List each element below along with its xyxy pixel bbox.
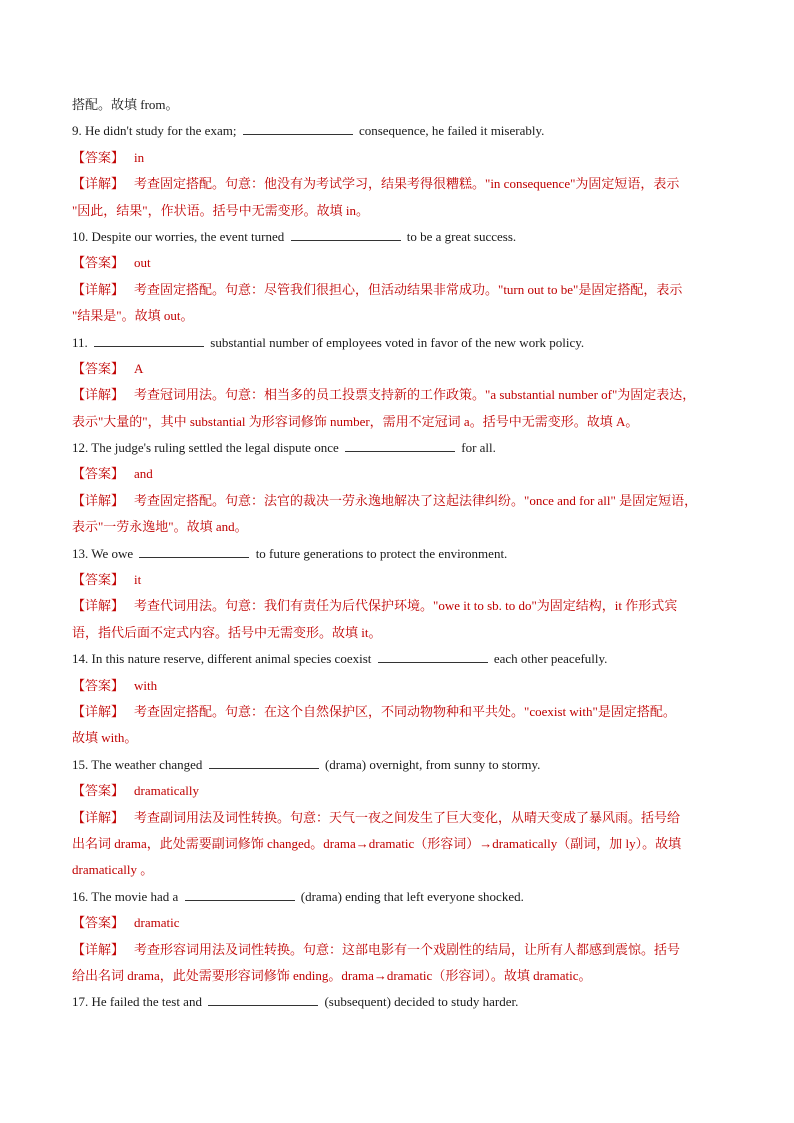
explanation-label: 【详解】 bbox=[72, 809, 125, 825]
explanation-line bbox=[72, 593, 722, 619]
explanation-label: 【详解】 bbox=[72, 598, 125, 614]
explanation-text: "因此，结果"，作状语。括号中无需变形。故填 in。 bbox=[72, 202, 369, 218]
answer-line bbox=[72, 461, 722, 487]
explanation-line bbox=[72, 409, 722, 435]
explanation-text: 故填 with。 bbox=[72, 730, 138, 746]
answer-blank bbox=[139, 544, 249, 558]
answer-value: in bbox=[134, 149, 145, 165]
question-text-after: (drama) overnight, from sunny to stormy. bbox=[321, 756, 541, 772]
question-text-after: to be a great success. bbox=[403, 228, 517, 244]
explanation-line bbox=[72, 277, 722, 303]
explanation-line bbox=[72, 805, 722, 831]
answer-label: 【答案】 bbox=[72, 149, 125, 165]
explanation-line bbox=[72, 725, 722, 751]
explanation-label: 【详解】 bbox=[72, 387, 125, 403]
answer-line bbox=[72, 910, 722, 936]
answer-value: A bbox=[134, 360, 144, 376]
question-text-before: 15. The weather changed bbox=[72, 756, 206, 772]
explanation-line bbox=[72, 171, 722, 197]
answer-value: it bbox=[134, 572, 142, 588]
explanation-line bbox=[72, 620, 722, 646]
answer-line bbox=[72, 778, 722, 804]
question-text-after: consequence, he failed it miserably. bbox=[355, 123, 545, 139]
explanation-line bbox=[72, 488, 722, 514]
answer-value: with bbox=[134, 677, 158, 693]
explanation-line bbox=[72, 382, 722, 408]
question-text-before: 17. He failed the test and bbox=[72, 994, 206, 1010]
answer-blank bbox=[345, 438, 455, 452]
explanation-line bbox=[72, 963, 722, 989]
question-line bbox=[72, 541, 722, 567]
answer-line bbox=[72, 145, 722, 171]
document-page bbox=[72, 92, 722, 1016]
explanation-text: 考查形容词用法及词性转换。句意：这部电影有一个戏剧性的结局，让所有人都感到震惊。括号 bbox=[134, 941, 681, 957]
explanation-text: 表示"大量的"，其中 substantial 为形容词修饰 number，需用不定冠词 a。括号中无需变形。故填 A。 bbox=[72, 413, 639, 429]
explanation-line bbox=[72, 514, 722, 540]
question-line bbox=[72, 752, 722, 778]
answer-label: 【答案】 bbox=[72, 677, 125, 693]
explanation-line bbox=[72, 198, 722, 224]
question-text-after: (subsequent) decided to study harder. bbox=[321, 994, 519, 1010]
explanation-text: 出名词 drama，此处需要副词修饰 changed。drama→dramatic（形容词）→dramatically（副词，加 ly）。故填 bbox=[72, 835, 682, 851]
continued-text bbox=[72, 92, 722, 118]
answer-value: out bbox=[134, 255, 151, 271]
question-line bbox=[72, 118, 722, 144]
answer-blank bbox=[291, 227, 401, 241]
answer-line bbox=[72, 567, 722, 593]
explanation-label: 【详解】 bbox=[72, 176, 125, 192]
answer-blank bbox=[378, 649, 488, 663]
answer-blank bbox=[209, 755, 319, 769]
explanation-text: 语，指代后面不定式内容。括号中无需变形。故填 it。 bbox=[72, 624, 382, 640]
question-text-before: 10. Despite our worries, the event turned bbox=[72, 228, 288, 244]
continued-text-body: 搭配。故填 from。 bbox=[72, 97, 179, 112]
question-text-after: (drama) ending that left everyone shocked. bbox=[297, 888, 524, 904]
question-text-before: 14. In this nature reserve, different animal species coexist bbox=[72, 651, 375, 667]
explanation-text: 给出名词 drama，此处需要形容词修饰 ending。drama→dramatic（形容词）。故填 dramatic。 bbox=[72, 967, 592, 983]
explanation-label: 【详解】 bbox=[72, 492, 125, 508]
explanation-text: 考查副词用法及词性转换。句意：天气一夜之间发生了巨大变化，从晴天变成了暴风雨。括号给 bbox=[134, 809, 681, 825]
answer-value: and bbox=[134, 466, 153, 482]
answer-line bbox=[72, 356, 722, 382]
answer-label: 【答案】 bbox=[72, 360, 125, 376]
explanation-text: dramatically 。 bbox=[72, 862, 154, 878]
answer-value: dramatically bbox=[134, 783, 199, 799]
answer-label: 【答案】 bbox=[72, 783, 125, 799]
explanation-label: 【详解】 bbox=[72, 281, 125, 297]
explanation-text: 考查固定搭配。句意：在这个自然保护区，不同动物物种和平共处。"coexist with"是固定搭配。 bbox=[134, 703, 676, 719]
question-line bbox=[72, 646, 722, 672]
question-line bbox=[72, 989, 722, 1015]
question-text-after: to future generations to protect the environment. bbox=[252, 545, 508, 561]
question-text-after: substantial number of employees voted in favor of the new work policy. bbox=[207, 334, 585, 350]
explanation-line bbox=[72, 937, 722, 963]
answer-label: 【答案】 bbox=[72, 466, 125, 482]
explanation-text: "结果是"。故填 out。 bbox=[72, 308, 194, 324]
explanation-line bbox=[72, 699, 722, 725]
answer-blank bbox=[243, 121, 353, 135]
question-text-before: 13. We owe bbox=[72, 545, 137, 561]
answer-line bbox=[72, 250, 722, 276]
answer-blank bbox=[94, 333, 204, 347]
question-line bbox=[72, 224, 722, 250]
question-text-after: each other peacefully. bbox=[490, 651, 608, 667]
question-text-before: 16. The movie had a bbox=[72, 888, 182, 904]
explanation-text: 考查冠词用法。句意：相当多的员工投票支持新的工作政策。"a substantial number of"为固定表达， bbox=[134, 387, 696, 403]
answer-line bbox=[72, 673, 722, 699]
question-line bbox=[72, 435, 722, 461]
explanation-text: 考查代词用法。句意：我们有责任为后代保护环境。"owe it to sb. to do"为固定结构，it 作形式宾 bbox=[134, 598, 678, 614]
question-text-before: 12. The judge's ruling settled the legal dispute once bbox=[72, 440, 342, 456]
explanation-label: 【详解】 bbox=[72, 941, 125, 957]
answer-value: dramatic bbox=[134, 915, 180, 931]
explanation-line bbox=[72, 857, 722, 883]
question-line bbox=[72, 884, 722, 910]
question-text-before: 11. bbox=[72, 334, 92, 350]
answer-blank bbox=[185, 887, 295, 901]
answer-blank bbox=[208, 992, 318, 1006]
explanation-text: 表示"一劳永逸地"。故填 and。 bbox=[72, 519, 248, 535]
explanation-text: 考查固定搭配。句意：法官的裁决一劳永逸地解决了这起法律纠纷。"once and for all" 是固定短语， bbox=[134, 492, 698, 508]
explanation-line bbox=[72, 303, 722, 329]
question-text-after: for all. bbox=[458, 440, 496, 456]
explanation-label: 【详解】 bbox=[72, 703, 125, 719]
question-text-before: 9. He didn't study for the exam; bbox=[72, 123, 240, 139]
explanation-text: 考查固定搭配。句意：尽管我们很担心，但活动结果非常成功。"turn out to be"是固定搭配，表示 bbox=[134, 281, 683, 297]
question-line bbox=[72, 330, 722, 356]
explanation-text: 考查固定搭配。句意：他没有为考试学习，结果考得很糟糕。"in consequence"为固定短语，表示 bbox=[134, 176, 680, 192]
explanation-line bbox=[72, 831, 722, 857]
answer-label: 【答案】 bbox=[72, 915, 125, 931]
answer-label: 【答案】 bbox=[72, 255, 125, 271]
answer-label: 【答案】 bbox=[72, 572, 125, 588]
